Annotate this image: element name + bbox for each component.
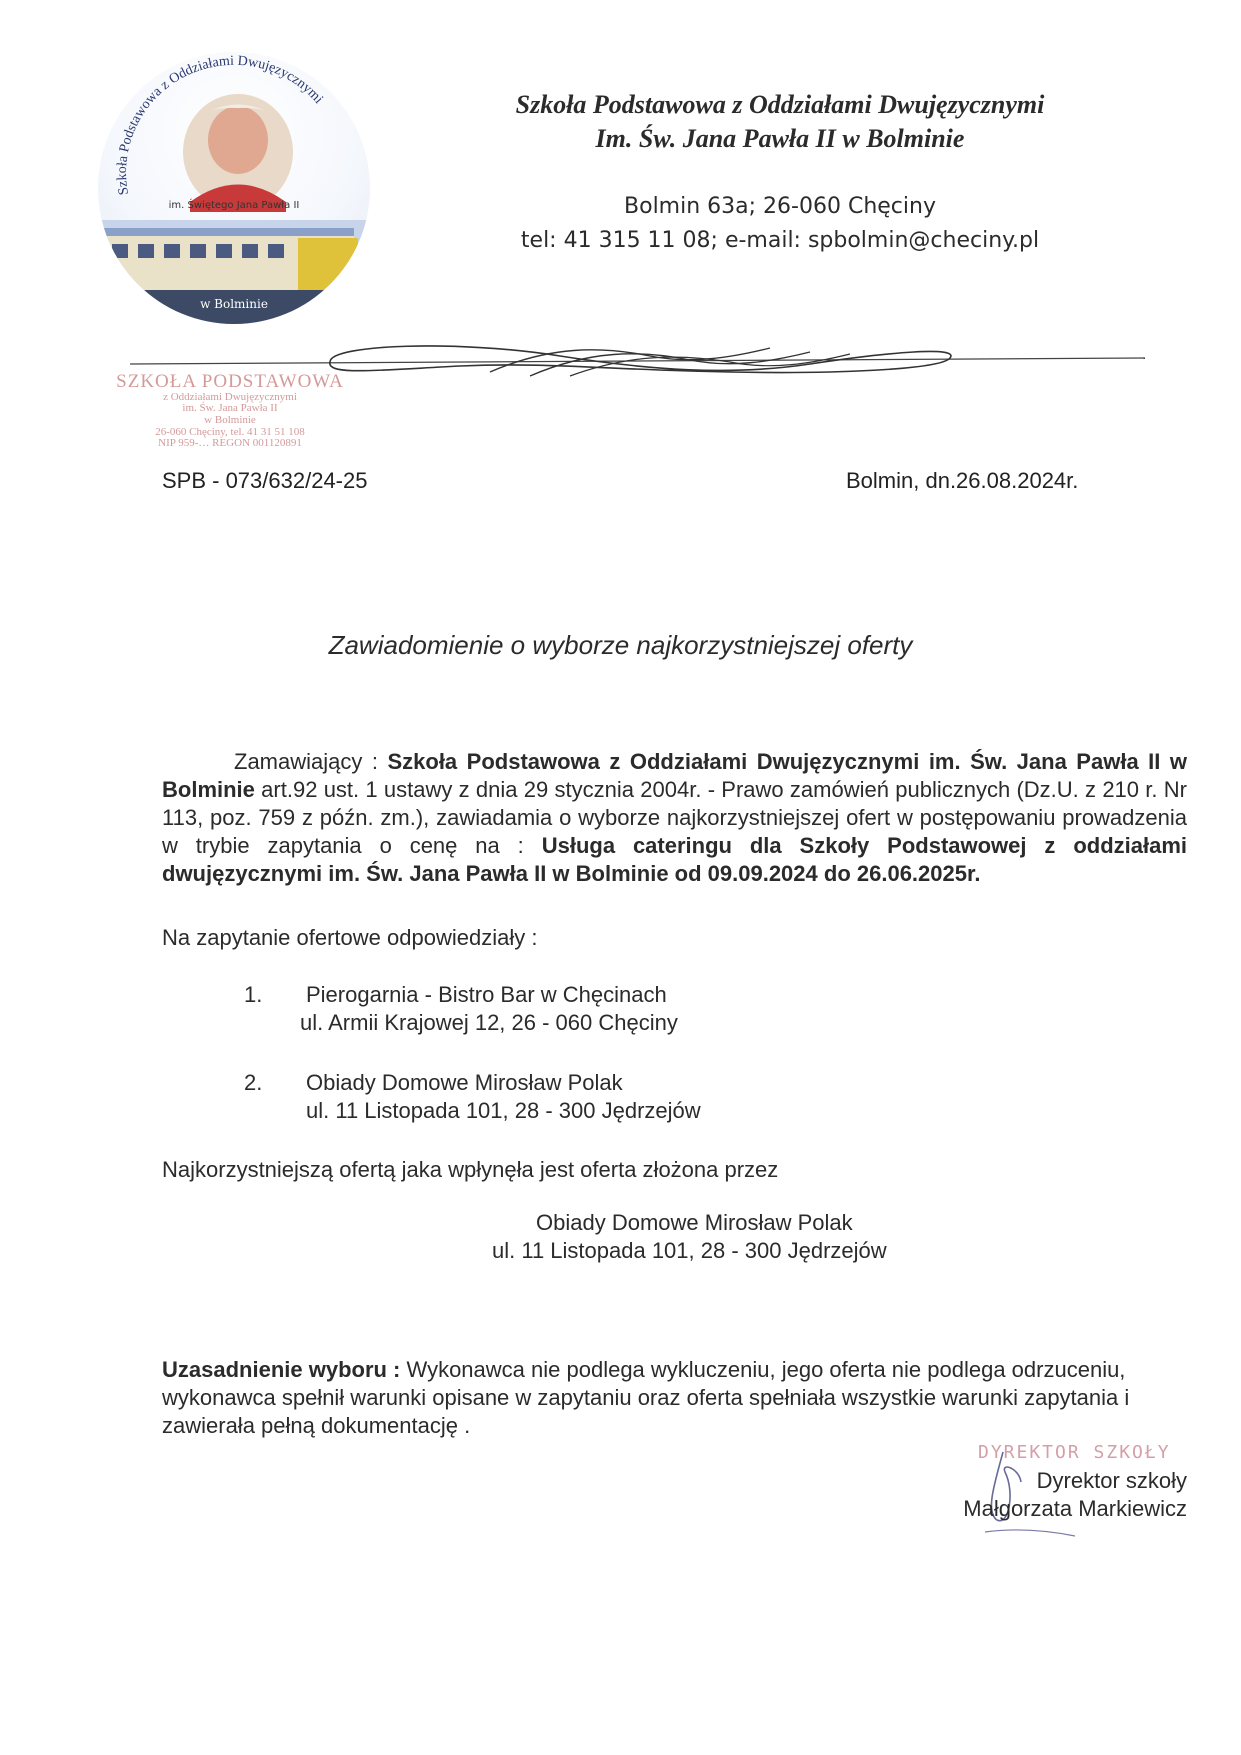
school-stamp xyxy=(100,372,360,450)
justification-paragraph xyxy=(162,1356,1182,1440)
stamp-line3: im. Św. Jana Pawła II xyxy=(182,402,278,415)
document-date: Bolmin, dn.26.08.2024r. xyxy=(846,468,1079,493)
stamp-line4: w Bolminie xyxy=(204,414,256,427)
offer-2-number: 2. xyxy=(244,1070,263,1095)
intro-school-name: Szkoła Podstawowa z Oddziałami Dwujęzycznymi im. Św. Jana Pawła II w Bolminie xyxy=(162,749,1187,802)
signature-role: Dyrektor szkoły xyxy=(1036,1468,1187,1493)
offer-1-address: ul. Armii Krajowej 12, 26 - 060 Chęciny xyxy=(300,1010,678,1035)
offer-2-name: Obiady Domowe Mirosław Polak xyxy=(306,1070,623,1095)
best-offer-name: Obiady Domowe Mirosław Polak xyxy=(536,1210,853,1235)
intro-paragraph xyxy=(162,748,1187,888)
school-contact: tel: 41 315 11 08; e-mail: spbolmin@checiny.pl xyxy=(520,228,1040,253)
best-offer-address: ul. 11 Listopada 101, 28 - 300 Jędrzejów xyxy=(492,1238,887,1263)
stamp-line1: SZKOŁA PODSTAWOWA xyxy=(116,371,344,392)
logo-bottom-text: w Bolminie xyxy=(200,297,268,311)
responded-label: Na zapytanie ofertowe odpowiedziały : xyxy=(162,925,538,950)
intro-lead: Zamawiający : xyxy=(234,749,388,774)
stamp-line6: NIP 959-… REGON 001120891 xyxy=(158,437,302,450)
intro-body: art.92 ust. 1 ustawy z dnia 29 stycznia 2004r. - Prawo zamówień publicznych (Dz.U. z 210 r. Nr 113, poz. 759 z późn. zm.), zawiadamia o wyborze najkorzystniejszej ofert w postępowaniu prowadzenia w trybie zapytania o cenę na : xyxy=(162,777,1187,858)
director-stamp: DYREKTOR SZKOŁY xyxy=(978,1442,1171,1463)
reference-number: SPB - 073/632/24-25 xyxy=(162,468,368,493)
school-name-line1: Szkoła Podstawowa z Oddziałami Dwujęzycznymi xyxy=(515,90,1045,119)
stamp-line5: 26-060 Chęciny, tel. 41 31 51 108 xyxy=(155,425,305,438)
logo-middle-text: im. Świętego Jana Pawła II xyxy=(168,200,300,211)
document-title: Zawiadomienie o wyborze najkorzystniejszej oferty xyxy=(328,630,913,660)
offer-2-address: ul. 11 Listopada 101, 28 - 300 Jędrzejów xyxy=(306,1098,701,1123)
school-name-line2: Im. Św. Jana Pawła II w Bolminie xyxy=(595,124,965,153)
offer-1-name: Pierogarnia - Bistro Bar w Chęcinach xyxy=(306,982,667,1007)
best-offer-intro: Najkorzystniejszą ofertą jaka wpłynęła jest oferta złożona przez xyxy=(162,1157,779,1182)
logo-ring-text: Szkoła Podstawowa z Oddziałami Dwujęzycznymi xyxy=(114,53,326,197)
school-logo xyxy=(98,52,370,324)
justification-label: Uzasadnienie wyboru : xyxy=(162,1357,401,1382)
justification-text: Wykonawca nie podlega wykluczeniu, jego oferta nie podlega odrzuceniu, wykonawca spełnił warunki opisane w zapytaniu oraz oferta spełniała wszystkie warunki zapytania i zawierała pełną dokumentację . xyxy=(162,1357,1130,1438)
school-address: Bolmin 63a; 26-060 Chęciny xyxy=(624,194,936,219)
stamp-line2: z Oddziałami Dwujęzycznymi xyxy=(163,390,297,403)
signature-name: Małgorzata Markiewicz xyxy=(963,1496,1187,1521)
intro-service: Usługa cateringu dla Szkoły Podstawowej z oddziałami dwujęzycznymi im. Św. Jana Pawła II w Bolminie od 09.09.2024 do 26.06.2025r. xyxy=(162,833,1188,886)
logo-graphic xyxy=(98,52,370,324)
offer-1-number: 1. xyxy=(244,982,263,1007)
